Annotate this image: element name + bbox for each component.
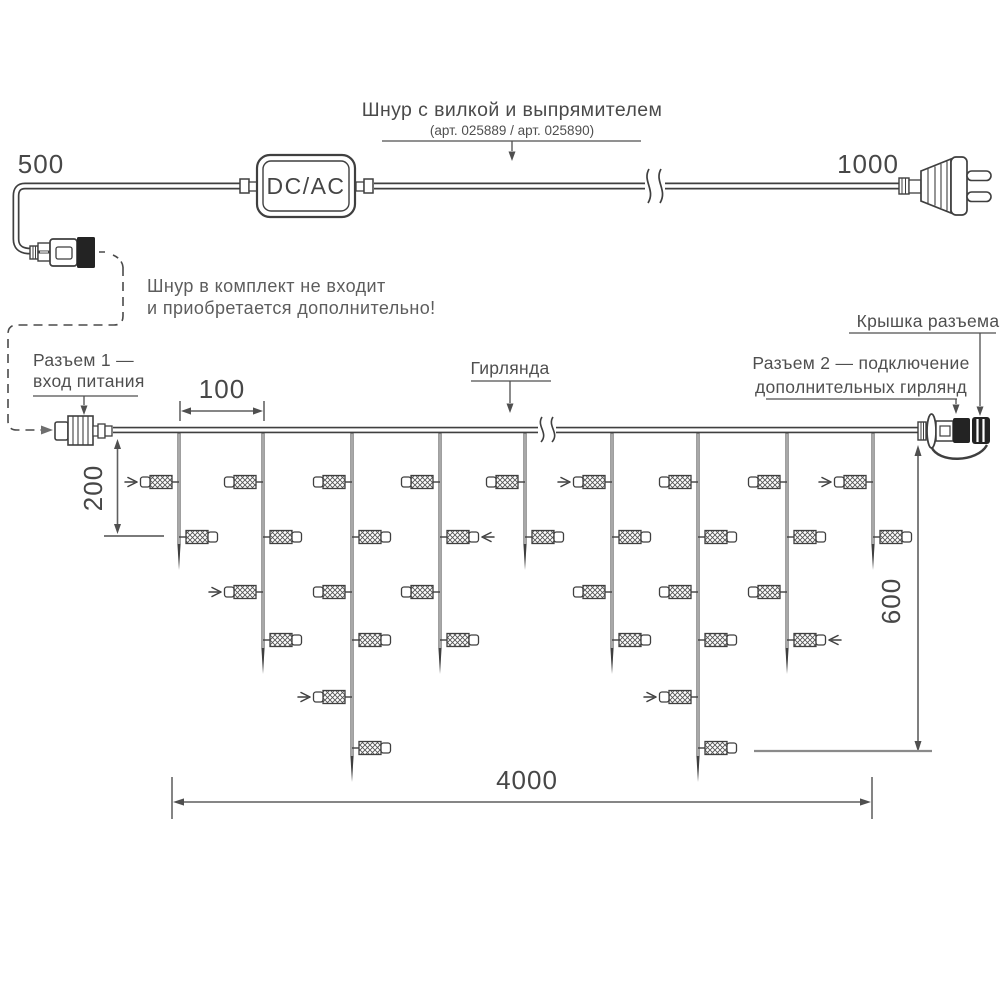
cap-tether-cord xyxy=(932,445,988,459)
cord-subtitle: (арт. 025889 / арт. 025890) xyxy=(429,123,595,138)
dimension-600 xyxy=(754,445,932,752)
dashed-tether xyxy=(99,252,123,267)
dim-500-label: 500 xyxy=(17,149,65,179)
connector-2-body xyxy=(953,418,970,443)
dim-1000-label: 1000 xyxy=(837,149,899,179)
connector1-label-line1: Разъем 1 — xyxy=(33,350,134,370)
dcac-adapter xyxy=(240,155,373,217)
plug-prong xyxy=(967,192,991,202)
connector-2 xyxy=(918,414,990,459)
garland-break-icon xyxy=(538,417,556,442)
dim-200-label: 200 xyxy=(78,464,108,512)
dim-600-label: 600 xyxy=(876,577,906,625)
dcac-label: DC/AC xyxy=(266,173,346,199)
garland xyxy=(33,311,999,819)
cap-label: Крышка разъема xyxy=(856,311,1000,331)
dimension-4000 xyxy=(172,765,872,819)
connector1-leader xyxy=(33,396,138,415)
connector-cap xyxy=(972,417,990,444)
cord-title: Шнур с вилкой и выпрямителем xyxy=(361,99,663,121)
garland-drops xyxy=(125,432,912,782)
garland-title: Гирлянда xyxy=(470,358,550,378)
connector-1 xyxy=(55,416,112,445)
plug-prong xyxy=(967,171,991,181)
dim-4000-label: 4000 xyxy=(496,765,558,795)
connector2-label-line1: Разъем 2 — подключение xyxy=(752,353,970,373)
cord-title-leader xyxy=(382,141,641,161)
dashed-route xyxy=(8,267,123,430)
cord-break-icon xyxy=(645,168,665,204)
dashed-route-arrow-icon xyxy=(41,426,53,435)
power-plug-icon xyxy=(899,157,991,215)
connector2-leader xyxy=(766,399,960,414)
note-line1: Шнур в комплект не входит xyxy=(147,276,386,296)
connector-black-cap xyxy=(77,237,95,268)
garland-title-leader xyxy=(471,381,551,413)
note-line2: и приобретается дополнительно! xyxy=(147,298,436,318)
cap-leader xyxy=(849,333,996,416)
connector1-label-line2: вход питания xyxy=(33,371,145,391)
dimension-100 xyxy=(180,374,264,421)
dim-100-label: 100 xyxy=(198,374,246,404)
connector2-label-line2: дополнительных гирлянд xyxy=(754,377,968,397)
supply-cord-connector xyxy=(30,237,95,268)
